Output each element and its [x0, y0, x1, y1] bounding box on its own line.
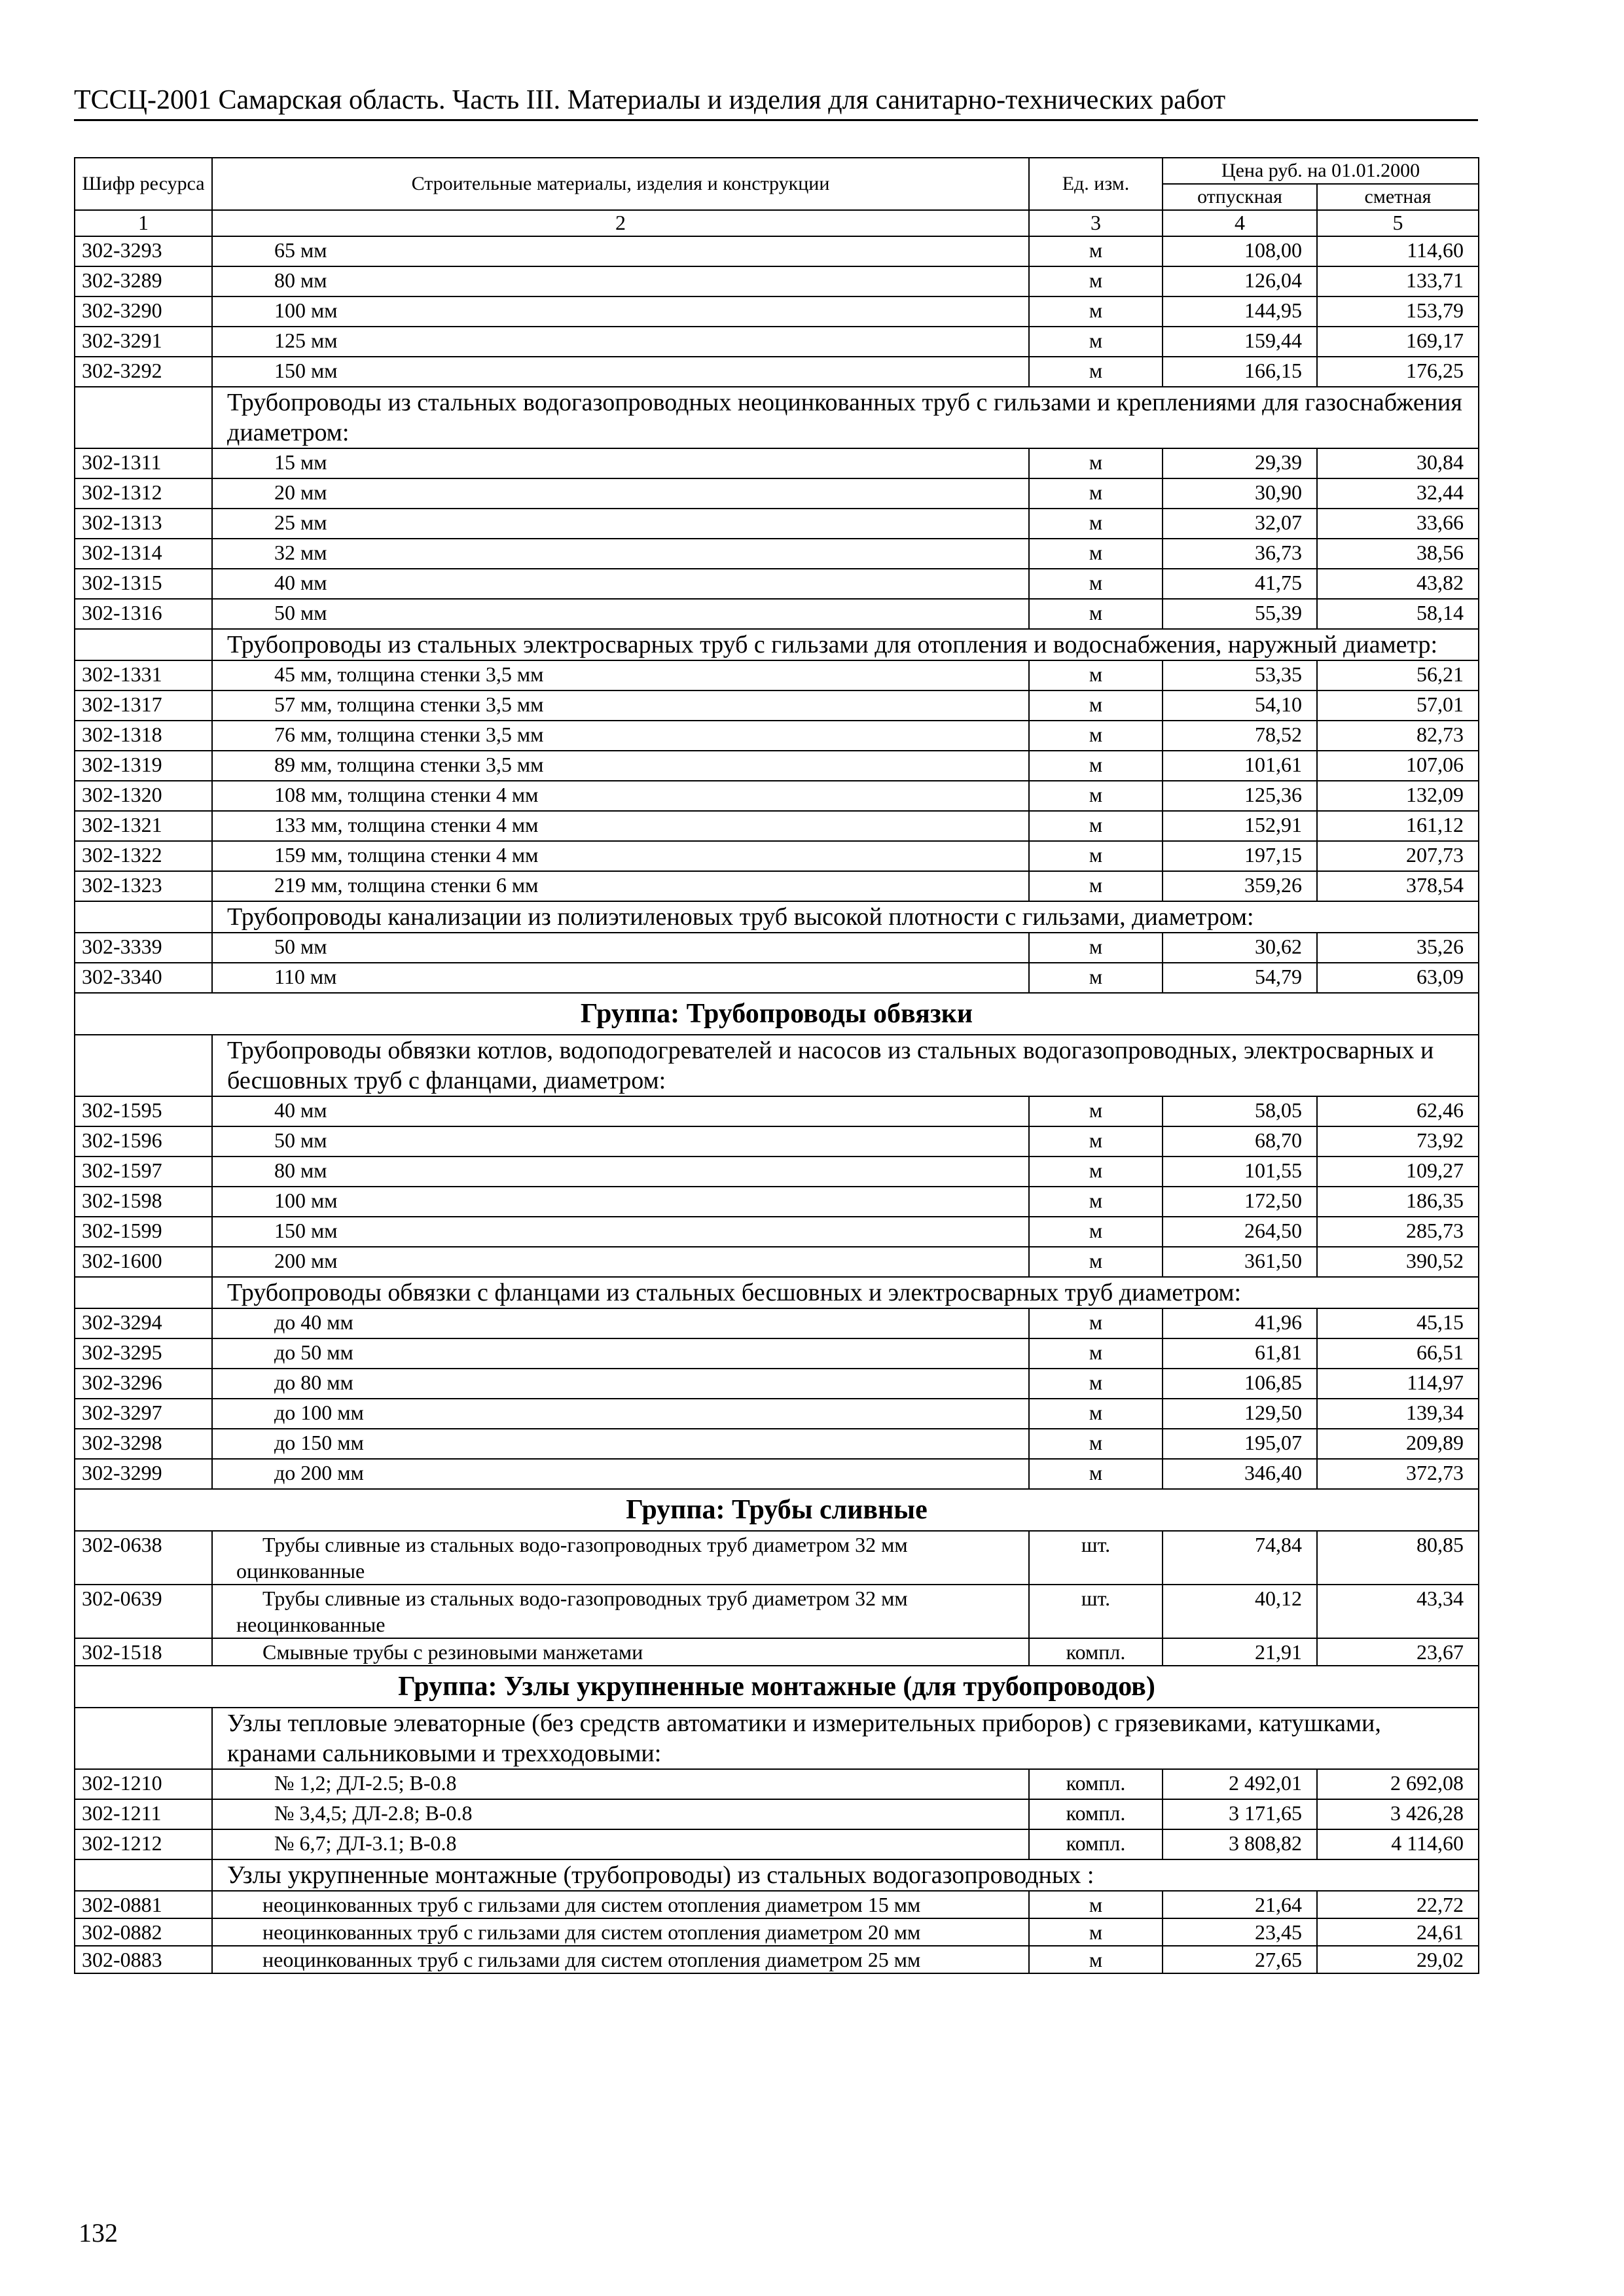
header-code: Шифр ресурса: [75, 158, 212, 210]
estimate-price: 209,89: [1317, 1429, 1479, 1459]
group-title: Группа: Трубопроводы обвязки: [75, 993, 1479, 1035]
group-header-row: [75, 993, 1479, 1035]
estimate-price: 57,01: [1317, 691, 1479, 721]
resource-code: 302-1313: [75, 509, 212, 539]
unit: м: [1029, 1247, 1163, 1277]
estimate-price: 56,21: [1317, 660, 1479, 691]
table-row: [75, 1338, 1479, 1369]
resource-code: 302-1319: [75, 751, 212, 781]
release-price: 53,35: [1163, 660, 1317, 691]
estimate-price: 133,71: [1317, 266, 1479, 296]
table-row: [75, 448, 1479, 478]
unit: м: [1029, 1369, 1163, 1399]
unit: м: [1029, 569, 1163, 599]
unit: м: [1029, 236, 1163, 266]
material-name: до 150 мм: [212, 1429, 1029, 1459]
estimate-price: 33,66: [1317, 509, 1479, 539]
unit: м: [1029, 1126, 1163, 1157]
resource-code: 302-1315: [75, 569, 212, 599]
unit: м: [1029, 478, 1163, 509]
material-name: 150 мм: [212, 1217, 1029, 1247]
subsection-spacer: [75, 901, 212, 933]
release-price: 41,96: [1163, 1308, 1317, 1338]
table-column-numbers: [75, 210, 1479, 236]
material-name: 45 мм, толщина стенки 3,5 мм: [212, 660, 1029, 691]
subsection-title: Трубопроводы из стальных электросварных труб с гильзами для отопления и водоснабжения, наружный диаметр:: [212, 629, 1479, 660]
material-name: неоцинкованных труб с гильзами для систем отопления диаметром 15 мм: [212, 1891, 1029, 1918]
release-price: 361,50: [1163, 1247, 1317, 1277]
material-name: 25 мм: [212, 509, 1029, 539]
resource-code: 302-3340: [75, 963, 212, 993]
unit: компл.: [1029, 1799, 1163, 1829]
material-name: 76 мм, толщина стенки 3,5 мм: [212, 721, 1029, 751]
release-price: 159,44: [1163, 327, 1317, 357]
unit: м: [1029, 963, 1163, 993]
subsection-row: [75, 1277, 1479, 1308]
resource-code: 302-1598: [75, 1187, 212, 1217]
unit: м: [1029, 357, 1163, 387]
resource-code: 302-1595: [75, 1096, 212, 1126]
material-name: 20 мм: [212, 478, 1029, 509]
unit: м: [1029, 1429, 1163, 1459]
unit: м: [1029, 448, 1163, 478]
group-title: Группа: Трубы сливные: [75, 1489, 1479, 1531]
estimate-price: 114,60: [1317, 236, 1479, 266]
material-name: 108 мм, толщина стенки 4 мм: [212, 781, 1029, 811]
table-row: [75, 1585, 1479, 1638]
material-name: 80 мм: [212, 266, 1029, 296]
unit: компл.: [1029, 1638, 1163, 1666]
resource-code: 302-1320: [75, 781, 212, 811]
release-price: 58,05: [1163, 1096, 1317, 1126]
subsection-spacer: [75, 1708, 212, 1769]
material-name: 40 мм: [212, 1096, 1029, 1126]
material-name: 125 мм: [212, 327, 1029, 357]
resource-code: 302-3295: [75, 1338, 212, 1369]
unit: м: [1029, 1096, 1163, 1126]
estimate-price: 207,73: [1317, 841, 1479, 871]
resource-code: 302-3291: [75, 327, 212, 357]
material-name: 219 мм, толщина стенки 6 мм: [212, 871, 1029, 901]
unit: м: [1029, 509, 1163, 539]
release-price: 101,55: [1163, 1157, 1317, 1187]
estimate-price: 176,25: [1317, 357, 1479, 387]
resource-code: 302-1322: [75, 841, 212, 871]
resource-code: 302-3293: [75, 236, 212, 266]
estimate-price: 73,92: [1317, 1126, 1479, 1157]
resource-code: 302-1312: [75, 478, 212, 509]
subsection-spacer: [75, 1859, 212, 1891]
material-name: 57 мм, толщина стенки 3,5 мм: [212, 691, 1029, 721]
estimate-price: 82,73: [1317, 721, 1479, 751]
table-row: [75, 327, 1479, 357]
resource-code: 302-3294: [75, 1308, 212, 1338]
table-row: [75, 1891, 1479, 1918]
material-name: до 40 мм: [212, 1308, 1029, 1338]
unit: м: [1029, 781, 1163, 811]
table-row: [75, 539, 1479, 569]
table-row: [75, 933, 1479, 963]
table-row: [75, 266, 1479, 296]
estimate-price: 43,82: [1317, 569, 1479, 599]
header-unit: Ед. изм.: [1029, 158, 1163, 210]
table-body: [75, 236, 1479, 1973]
material-name: 80 мм: [212, 1157, 1029, 1187]
estimate-price: 58,14: [1317, 599, 1479, 629]
unit: м: [1029, 327, 1163, 357]
estimate-price: 186,35: [1317, 1187, 1479, 1217]
material-name: 110 мм: [212, 963, 1029, 993]
table-row: [75, 478, 1479, 509]
resource-code: 302-1212: [75, 1829, 212, 1859]
resource-code: 302-1331: [75, 660, 212, 691]
resource-code: 302-1311: [75, 448, 212, 478]
table-row: [75, 721, 1479, 751]
unit: м: [1029, 1157, 1163, 1187]
release-price: 61,81: [1163, 1338, 1317, 1369]
estimate-price: 66,51: [1317, 1338, 1479, 1369]
subsection-spacer: [75, 387, 212, 448]
release-price: 23,45: [1163, 1918, 1317, 1946]
estimate-price: 22,72: [1317, 1891, 1479, 1918]
release-price: 29,39: [1163, 448, 1317, 478]
release-price: 74,84: [1163, 1531, 1317, 1585]
table-row: [75, 1308, 1479, 1338]
material-name: 50 мм: [212, 599, 1029, 629]
subsection-row: [75, 629, 1479, 660]
unit: м: [1029, 1918, 1163, 1946]
release-price: 21,91: [1163, 1638, 1317, 1666]
release-price: 68,70: [1163, 1126, 1317, 1157]
price-table: [74, 157, 1479, 1974]
material-name: Трубы сливные из стальных водо-газопроводных труб диаметром 32 мм неоцинкованные: [212, 1585, 1029, 1638]
estimate-price: 3 426,28: [1317, 1799, 1479, 1829]
material-name: 40 мм: [212, 569, 1029, 599]
release-price: 30,62: [1163, 933, 1317, 963]
table-row: [75, 599, 1479, 629]
unit: м: [1029, 296, 1163, 327]
release-price: 41,75: [1163, 569, 1317, 599]
subsection-title: Трубопроводы из стальных водогазопроводных неоцинкованных труб с гильзами и креплениями для газоснабжения диаметром:: [212, 387, 1479, 448]
subsection-title: Трубопроводы обвязки котлов, водоподогревателей и насосов из стальных водогазопроводных, электросварных и бесшовных труб с фланцами, диаметром:: [212, 1035, 1479, 1096]
resource-code: 302-1600: [75, 1247, 212, 1277]
unit: м: [1029, 751, 1163, 781]
estimate-price: 43,34: [1317, 1585, 1479, 1638]
table-row: [75, 1217, 1479, 1247]
subsection-title: Трубопроводы обвязки с фланцами из стальных бесшовных и электросварных труб диаметром:: [212, 1277, 1479, 1308]
release-price: 359,26: [1163, 871, 1317, 901]
release-price: 27,65: [1163, 1946, 1317, 1973]
estimate-price: 2 692,08: [1317, 1769, 1479, 1799]
unit: м: [1029, 1459, 1163, 1489]
resource-code: 302-3289: [75, 266, 212, 296]
release-price: 125,36: [1163, 781, 1317, 811]
resource-code: 302-3299: [75, 1459, 212, 1489]
material-name: до 200 мм: [212, 1459, 1029, 1489]
estimate-price: 285,73: [1317, 1217, 1479, 1247]
material-name: 50 мм: [212, 1126, 1029, 1157]
material-name: Смывные трубы с резиновыми манжетами: [212, 1638, 1029, 1666]
estimate-price: 114,97: [1317, 1369, 1479, 1399]
resource-code: 302-3298: [75, 1429, 212, 1459]
unit: компл.: [1029, 1769, 1163, 1799]
estimate-price: 390,52: [1317, 1247, 1479, 1277]
table-row: [75, 1918, 1479, 1946]
header-price: Цена руб. на 01.01.2000: [1163, 158, 1479, 184]
material-name: 159 мм, толщина стенки 4 мм: [212, 841, 1029, 871]
release-price: 106,85: [1163, 1369, 1317, 1399]
estimate-price: 132,09: [1317, 781, 1479, 811]
unit: м: [1029, 1338, 1163, 1369]
table-row: [75, 963, 1479, 993]
release-price: 3 171,65: [1163, 1799, 1317, 1829]
subsection-title: Трубопроводы канализации из полиэтиленовых труб высокой плотности с гильзами, диаметром:: [212, 901, 1479, 933]
unit: м: [1029, 1308, 1163, 1338]
release-price: 32,07: [1163, 509, 1317, 539]
release-price: 40,12: [1163, 1585, 1317, 1638]
page-header-title: ТССЦ-2001 Самарская область. Часть III. Материалы и изделия для санитарно-технических работ: [74, 82, 1478, 121]
estimate-price: 63,09: [1317, 963, 1479, 993]
subsection-row: [75, 387, 1479, 448]
estimate-price: 35,26: [1317, 933, 1479, 963]
table-row: [75, 1096, 1479, 1126]
table-row: [75, 1531, 1479, 1585]
table-row: [75, 691, 1479, 721]
table-row: [75, 660, 1479, 691]
table-row: [75, 751, 1479, 781]
material-name: 15 мм: [212, 448, 1029, 478]
material-name: 100 мм: [212, 296, 1029, 327]
estimate-price: 29,02: [1317, 1946, 1479, 1973]
estimate-price: 161,12: [1317, 811, 1479, 841]
material-name: до 50 мм: [212, 1338, 1029, 1369]
material-name: 65 мм: [212, 236, 1029, 266]
release-price: 166,15: [1163, 357, 1317, 387]
estimate-price: 109,27: [1317, 1157, 1479, 1187]
resource-code: 302-0881: [75, 1891, 212, 1918]
material-name: 89 мм, толщина стенки 3,5 мм: [212, 751, 1029, 781]
resource-code: 302-1323: [75, 871, 212, 901]
estimate-price: 30,84: [1317, 448, 1479, 478]
release-price: 21,64: [1163, 1891, 1317, 1918]
material-name: неоцинкованных труб с гильзами для систем отопления диаметром 25 мм: [212, 1946, 1029, 1973]
unit: м: [1029, 1946, 1163, 1973]
unit: м: [1029, 841, 1163, 871]
subsection-title: Узлы укрупненные монтажные (трубопроводы) из стальных водогазопроводных :: [212, 1859, 1479, 1891]
resource-code: 302-1597: [75, 1157, 212, 1187]
material-name: до 80 мм: [212, 1369, 1029, 1399]
table-row: [75, 1399, 1479, 1429]
subsection-spacer: [75, 1277, 212, 1308]
estimate-price: 107,06: [1317, 751, 1479, 781]
estimate-price: 32,44: [1317, 478, 1479, 509]
table-row: [75, 1187, 1479, 1217]
release-price: 197,15: [1163, 841, 1317, 871]
subsection-row: [75, 1859, 1479, 1891]
table-row: [75, 236, 1479, 266]
column-number: 4: [1163, 210, 1317, 236]
table-row: [75, 1157, 1479, 1187]
resource-code: 302-1596: [75, 1126, 212, 1157]
column-number: 3: [1029, 210, 1163, 236]
material-name: 50 мм: [212, 933, 1029, 963]
subsection-title: Узлы тепловые элеваторные (без средств автоматики и измерительных приборов) с грязевиками, катушками, кранами сальниковыми и трехходовыми:: [212, 1708, 1479, 1769]
resource-code: 302-1599: [75, 1217, 212, 1247]
table-row: [75, 1459, 1479, 1489]
estimate-price: 80,85: [1317, 1531, 1479, 1585]
unit: м: [1029, 721, 1163, 751]
table-row: [75, 1429, 1479, 1459]
table-row: [75, 296, 1479, 327]
resource-code: 302-0883: [75, 1946, 212, 1973]
unit: м: [1029, 1399, 1163, 1429]
resource-code: 302-1314: [75, 539, 212, 569]
table-row: [75, 841, 1479, 871]
resource-code: 302-3297: [75, 1399, 212, 1429]
group-title: Группа: Узлы укрупненные монтажные (для трубопроводов): [75, 1666, 1479, 1708]
unit: м: [1029, 599, 1163, 629]
material-name: 100 мм: [212, 1187, 1029, 1217]
header-estimate-price: сметная: [1317, 184, 1479, 210]
resource-code: 302-0882: [75, 1918, 212, 1946]
resource-code: 302-1211: [75, 1799, 212, 1829]
resource-code: 302-1317: [75, 691, 212, 721]
table-header-row: [75, 158, 1479, 184]
subsection-row: [75, 1708, 1479, 1769]
release-price: 78,52: [1163, 721, 1317, 751]
release-price: 54,10: [1163, 691, 1317, 721]
release-price: 55,39: [1163, 599, 1317, 629]
unit: м: [1029, 871, 1163, 901]
release-price: 101,61: [1163, 751, 1317, 781]
unit: м: [1029, 266, 1163, 296]
material-name: Трубы сливные из стальных водо-газопроводных труб диаметром 32 мм оцинкованные: [212, 1531, 1029, 1585]
estimate-price: 153,79: [1317, 296, 1479, 327]
resource-code: 302-1518: [75, 1638, 212, 1666]
table-row: [75, 871, 1479, 901]
resource-code: 302-1318: [75, 721, 212, 751]
resource-code: 302-3290: [75, 296, 212, 327]
table-row: [75, 1369, 1479, 1399]
material-name: неоцинкованных труб с гильзами для систем отопления диаметром 20 мм: [212, 1918, 1029, 1946]
table-row: [75, 509, 1479, 539]
material-name: до 100 мм: [212, 1399, 1029, 1429]
table-row: [75, 781, 1479, 811]
estimate-price: 372,73: [1317, 1459, 1479, 1489]
table-row: [75, 1126, 1479, 1157]
resource-code: 302-1321: [75, 811, 212, 841]
table-row: [75, 811, 1479, 841]
column-number: 2: [212, 210, 1029, 236]
table-row: [75, 357, 1479, 387]
estimate-price: 62,46: [1317, 1096, 1479, 1126]
release-price: 30,90: [1163, 478, 1317, 509]
subsection-row: [75, 1035, 1479, 1096]
material-name: № 3,4,5; ДЛ-2.8; В-0.8: [212, 1799, 1029, 1829]
release-price: 126,04: [1163, 266, 1317, 296]
estimate-price: 24,61: [1317, 1918, 1479, 1946]
material-name: № 1,2; ДЛ-2.5; В-0.8: [212, 1769, 1029, 1799]
column-number: 1: [75, 210, 212, 236]
release-price: 172,50: [1163, 1187, 1317, 1217]
resource-code: 302-3292: [75, 357, 212, 387]
page-number: 132: [79, 2218, 118, 2248]
estimate-price: 23,67: [1317, 1638, 1479, 1666]
unit: компл.: [1029, 1829, 1163, 1859]
release-price: 3 808,82: [1163, 1829, 1317, 1859]
unit: шт.: [1029, 1585, 1163, 1638]
resource-code: 302-0638: [75, 1531, 212, 1585]
unit: м: [1029, 1217, 1163, 1247]
unit: шт.: [1029, 1531, 1163, 1585]
estimate-price: 45,15: [1317, 1308, 1479, 1338]
release-price: 195,07: [1163, 1429, 1317, 1459]
release-price: 108,00: [1163, 236, 1317, 266]
unit: м: [1029, 933, 1163, 963]
resource-code: 302-0639: [75, 1585, 212, 1638]
release-price: 129,50: [1163, 1399, 1317, 1429]
estimate-price: 139,34: [1317, 1399, 1479, 1429]
column-number: 5: [1317, 210, 1479, 236]
unit: м: [1029, 660, 1163, 691]
estimate-price: 378,54: [1317, 871, 1479, 901]
header-release-price: отпускная: [1163, 184, 1317, 210]
group-header-row: [75, 1666, 1479, 1708]
subsection-spacer: [75, 629, 212, 660]
subsection-row: [75, 901, 1479, 933]
release-price: 152,91: [1163, 811, 1317, 841]
header-name: Строительные материалы, изделия и конструкции: [212, 158, 1029, 210]
material-name: № 6,7; ДЛ-3.1; В-0.8: [212, 1829, 1029, 1859]
resource-code: 302-1210: [75, 1769, 212, 1799]
table-row: [75, 569, 1479, 599]
release-price: 36,73: [1163, 539, 1317, 569]
release-price: 264,50: [1163, 1217, 1317, 1247]
estimate-price: 169,17: [1317, 327, 1479, 357]
release-price: 54,79: [1163, 963, 1317, 993]
material-name: 200 мм: [212, 1247, 1029, 1277]
estimate-price: 4 114,60: [1317, 1829, 1479, 1859]
release-price: 346,40: [1163, 1459, 1317, 1489]
material-name: 150 мм: [212, 357, 1029, 387]
group-header-row: [75, 1489, 1479, 1531]
unit: м: [1029, 691, 1163, 721]
table-row: [75, 1829, 1479, 1859]
release-price: 2 492,01: [1163, 1769, 1317, 1799]
table-row: [75, 1638, 1479, 1666]
unit: м: [1029, 1891, 1163, 1918]
table-row: [75, 1247, 1479, 1277]
subsection-spacer: [75, 1035, 212, 1096]
resource-code: 302-3296: [75, 1369, 212, 1399]
table-row: [75, 1769, 1479, 1799]
material-name: 32 мм: [212, 539, 1029, 569]
unit: м: [1029, 811, 1163, 841]
material-name: 133 мм, толщина стенки 4 мм: [212, 811, 1029, 841]
unit: м: [1029, 539, 1163, 569]
unit: м: [1029, 1187, 1163, 1217]
release-price: 144,95: [1163, 296, 1317, 327]
resource-code: 302-3339: [75, 933, 212, 963]
table-row: [75, 1799, 1479, 1829]
table-row: [75, 1946, 1479, 1973]
estimate-price: 38,56: [1317, 539, 1479, 569]
resource-code: 302-1316: [75, 599, 212, 629]
